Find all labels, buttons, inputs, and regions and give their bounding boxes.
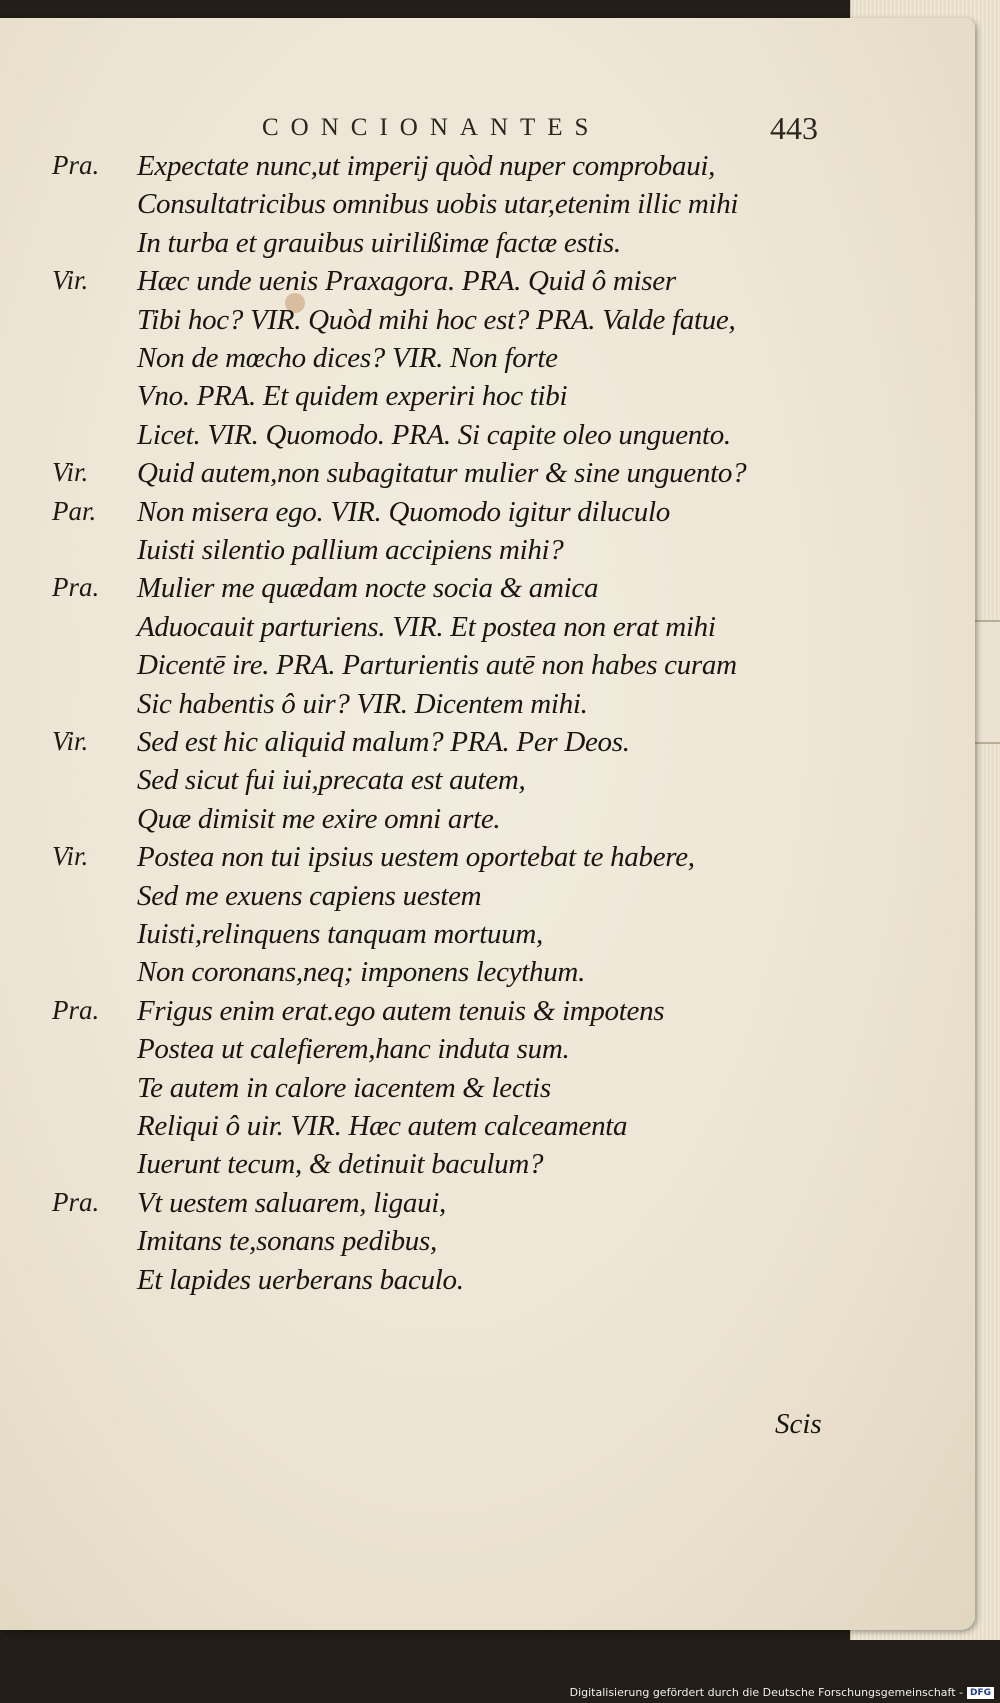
verse-text: Hæc unde uenis Praxagora. PRA. Quid ô miser (137, 265, 676, 298)
verse-text: Consultatricibus omnibus uobis utar,etenim illic mihi (137, 188, 739, 221)
verse-line (0, 1148, 975, 1188)
verse-text: Expectate nunc,ut imperij quòd nuper comprobaui, (137, 150, 716, 182)
verse-text: Te autem in calore iacentem & lectis (137, 1071, 551, 1104)
verse-line (0, 841, 975, 881)
verse-line (0, 342, 975, 382)
speaker-label: Pra. (52, 994, 100, 1025)
verse-text: Iuerunt tecum, & detinuit baculum? (137, 1148, 544, 1181)
verse-line (0, 1033, 975, 1073)
verse-text: Sed me exuens capiens uestem (137, 879, 482, 912)
verse-text: Sic habentis ô uir? VIR. Dicentem mihi. (137, 687, 588, 720)
verse-line (0, 265, 975, 305)
verse-line (0, 304, 975, 344)
verse-text: Aduocauit parturiens. VIR. Et postea non erat mihi (137, 610, 716, 643)
verse-line (0, 611, 975, 651)
verse-line (0, 1187, 975, 1227)
speaker-label: Pra. (52, 572, 100, 603)
verse-line (0, 150, 975, 190)
verse-text: Imitans te,sonans pedibus, (137, 1225, 437, 1258)
verse-line (0, 534, 975, 574)
verse-line (0, 803, 975, 843)
verse-line (0, 880, 975, 920)
verse-line (0, 419, 975, 459)
page-header (0, 110, 975, 150)
speaker-label: Vir. (52, 265, 89, 296)
verse-text: Quid autem,non subagitatur mulier & sine unguento? (137, 457, 747, 490)
digitization-credit (570, 1686, 994, 1699)
catchword: Scis (775, 1408, 822, 1440)
verse-text: Et lapides uerberans baculo. (137, 1263, 464, 1296)
book-page (0, 18, 975, 1630)
speaker-label: Vir. (52, 457, 89, 488)
verse-text: Vno. PRA. Et quidem experiri hoc tibi (137, 380, 568, 413)
verse-text: Sed sicut fui iui,precata est autem, (137, 764, 526, 797)
speaker-label: Pra. (52, 150, 100, 180)
verse-text: Licet. VIR. Quomodo. PRA. Si capite oleo unguento. (137, 418, 731, 451)
verse-text: Tibi hoc? VIR. Quòd mihi hoc est? PRA. Valde fatue, (137, 303, 736, 336)
verse-line (0, 188, 975, 228)
verse-text: Vt uestem saluarem, ligaui, (137, 1186, 446, 1219)
verse-text: Reliqui ô uir. VIR. Hæc autem calceamenta (137, 1110, 628, 1142)
verse-text: Non coronans,neq; imponens lecythum. (137, 956, 586, 989)
verse-text: Dicentē ire. PRA. Parturientis autē non habes curam (137, 649, 737, 682)
verse-line (0, 1072, 975, 1112)
verse-line (0, 380, 975, 420)
verse-text: In turba et grauibus uirilißimæ factæ estis. (137, 226, 621, 259)
verse-text: Iuisti silentio pallium accipiens mihi? (137, 534, 564, 566)
verse-line (0, 918, 975, 958)
verse-text: Non misera ego. VIR. Quomodo igitur diluculo (137, 495, 670, 528)
verse-line (0, 688, 975, 728)
verse-text: Sed est hic aliquid malum? PRA. Per Deos. (137, 726, 630, 758)
verse-text: Postea non tui ipsius uestem oportebat te habere, (137, 841, 695, 874)
dfg-logo: DFG (967, 1687, 994, 1699)
verse-line (0, 956, 975, 996)
verse-line (0, 649, 975, 689)
verse-line (0, 572, 975, 612)
verse-line (0, 764, 975, 804)
speaker-label: Vir. (52, 841, 89, 872)
verse-line (0, 227, 975, 267)
speaker-label: Pra. (52, 1186, 100, 1217)
speaker-label: Par. (52, 495, 97, 526)
page-number: 443 (770, 110, 818, 146)
verse-text: Iuisti,relinquens tanquam mortuum, (137, 918, 543, 950)
verse-text: Mulier me quædam nocte socia & amica (137, 572, 599, 605)
running-head: CONCIONANTES (262, 114, 601, 141)
verse-line (0, 1225, 975, 1265)
verse-text: Non de mœcho dices? VIR. Non forte (137, 342, 558, 374)
verse-text: Quæ dimisit me exire omni arte. (137, 802, 501, 835)
verse-line (0, 1110, 975, 1150)
verse-line (0, 995, 975, 1035)
verse-line (0, 1264, 975, 1304)
verse-line (0, 457, 975, 497)
speaker-label: Vir. (52, 726, 89, 756)
verse-line (0, 496, 975, 536)
verse-text: Frigus enim erat.ego autem tenuis & impotens (137, 994, 665, 1027)
verse-text: Postea ut calefierem,hanc induta sum. (137, 1033, 570, 1066)
verse-line (0, 726, 975, 766)
credit-text: Digitalisierung gefördert durch die Deutsche Forschungsgemeinschaft - (569, 1686, 963, 1699)
